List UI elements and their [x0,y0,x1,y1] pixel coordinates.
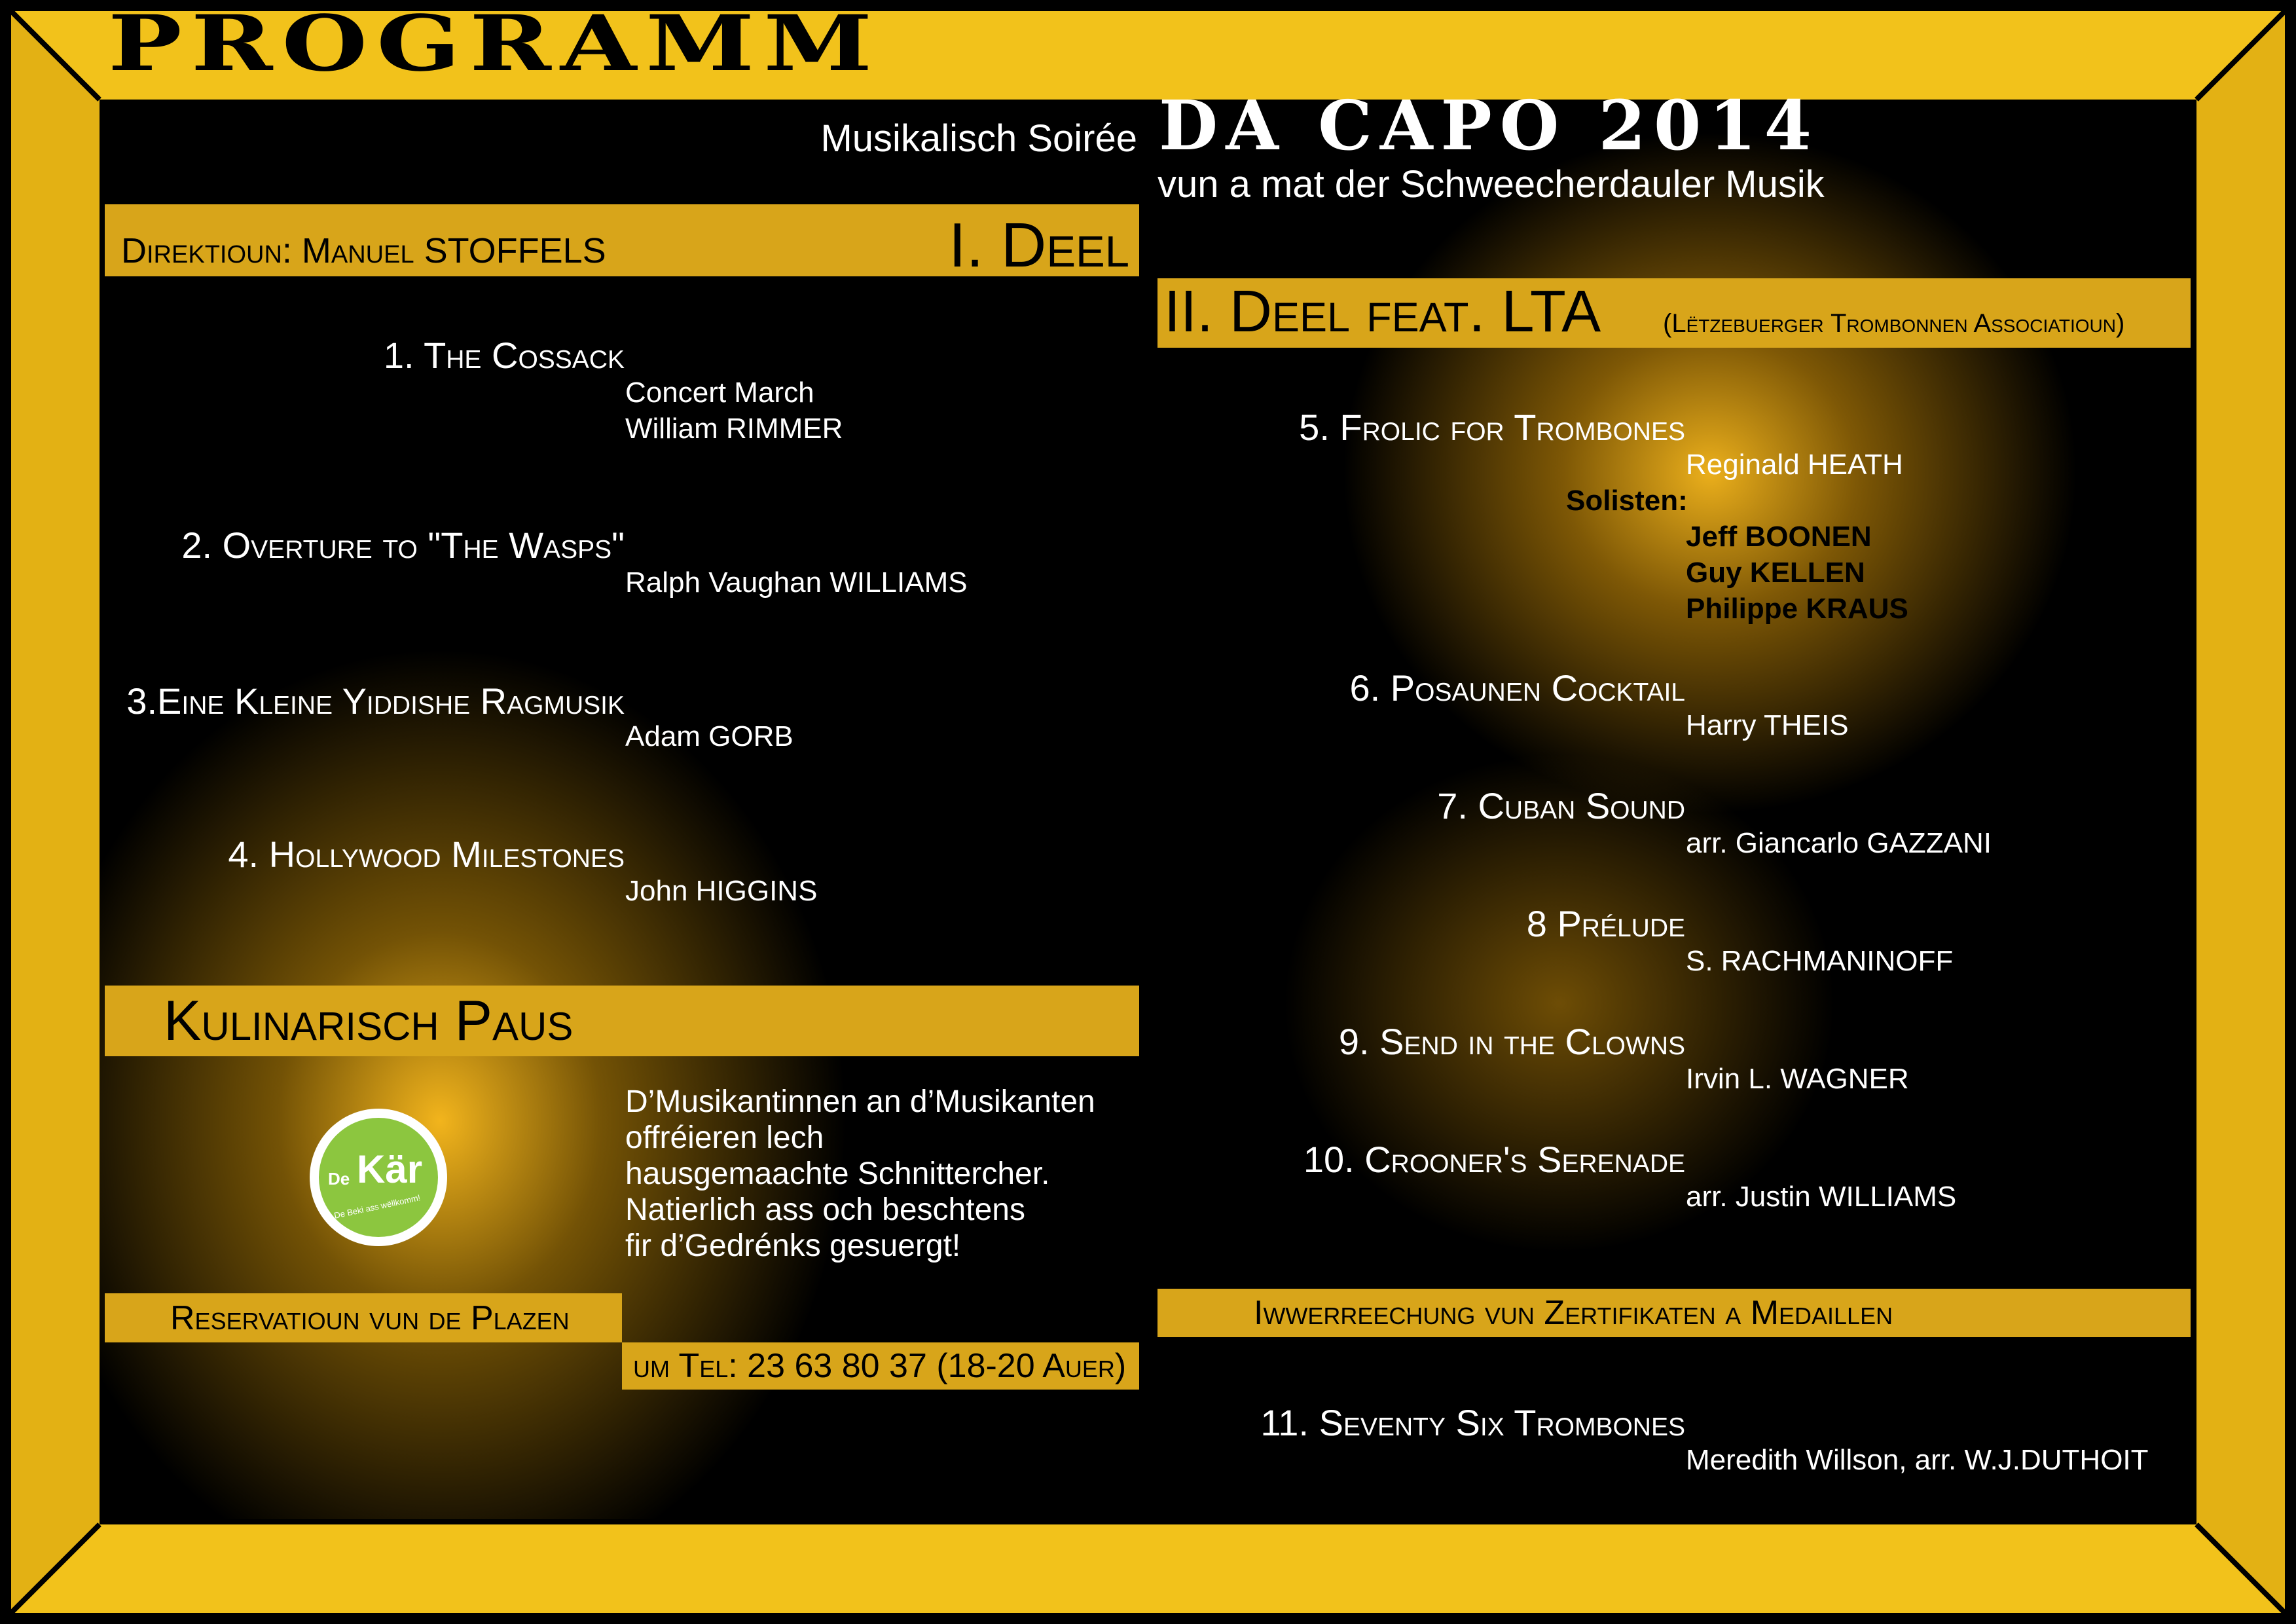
piece-composer: S. RACHMANINOFF [1686,945,1954,977]
piece-composer: Adam GORB [625,720,793,752]
piece-title: 11. Seventy Six Trombones [1260,1402,1685,1443]
piece-title: 10. Crooner's Serenade [1303,1139,1685,1180]
dekar-logo: De Kär De Beki ass wëllkomm! [310,1109,447,1246]
piece-title: 2. Overture to "The Wasps" [181,525,625,566]
piece-composer: Ralph Vaughan WILLIAMS [625,566,968,599]
soloist-name: Philippe KRAUS [1686,593,1908,625]
soloists-label: Solisten: [1566,485,1688,517]
part2-subheading: (Lëtzebuerger Trombonnen Associatioun) [1663,309,2125,338]
piece-title: 7. Cuban Sound [1437,785,1685,826]
piece-composer: arr. Justin WILLIAMS [1686,1181,1957,1213]
part1-direction: Direktioun: Manuel STOFFELS [121,231,606,270]
event-tagline: vun a mat der Schweecherdauler Musik [1157,163,1825,206]
piece-title: 4. Hollywood Milestones [228,834,625,875]
pause-text-line: D’Musikantinnen an d’Musikanten [625,1084,1095,1119]
soloist-name: Guy KELLEN [1686,557,1865,589]
piece-title: 8 Prélude [1526,903,1685,944]
piece-title: 1. The Cossack [383,335,625,376]
piece-title: 6. Posaunen Cocktail [1349,667,1685,709]
piece-composer: Reginald HEATH [1686,449,1903,481]
piece-composer: Harry THEIS [1686,709,1849,741]
piece-composer: Irvin L. WAGNER [1686,1063,1909,1095]
event-prefix: Musikalisch Soirée [820,117,1137,160]
piece-composer: arr. Giancarlo GAZZANI [1686,827,1992,859]
certificates-label: Iwwerreechung vun Zertifikaten a Medaillen [1254,1294,1893,1332]
pause-text-line: offréieren lech [625,1120,824,1155]
pause-text-line: Natierlich ass och beschtens [625,1192,1025,1227]
event-name: DA CAPO 2014 [1159,85,1820,166]
piece-composer: Meredith Willson, arr. W.J.DUTHOIT [1686,1444,2149,1476]
pause-heading: Kulinarisch Paus [164,989,574,1052]
reservation-phone: um Tel: 23 63 80 37 (18-20 Auer) [633,1347,1127,1385]
pause-text-line: hausgemaachte Schnittercher. [625,1156,1050,1191]
program-title: PROGRAMM [108,0,882,89]
soloist-name: Jeff BOONEN [1686,521,1872,553]
piece-title: 5. Frolic for Trombones [1299,407,1685,448]
piece-title: 9. Send in the Clowns [1338,1021,1685,1062]
piece-composer: John HIGGINS [625,875,818,907]
piece-title: 3.Eine Kleine Yiddishe Ragmusik [126,680,625,722]
part2-heading: II. Deel feat. LTA [1164,279,1601,344]
reservation-label: Reservatioun vun de Plazen [170,1299,570,1337]
part1-heading: I. Deel [949,210,1129,280]
pause-text-line: fir d’Gedrénks gesuergt! [625,1228,961,1263]
piece-detail: Concert March [625,377,814,409]
piece-composer: William RIMMER [625,413,843,445]
